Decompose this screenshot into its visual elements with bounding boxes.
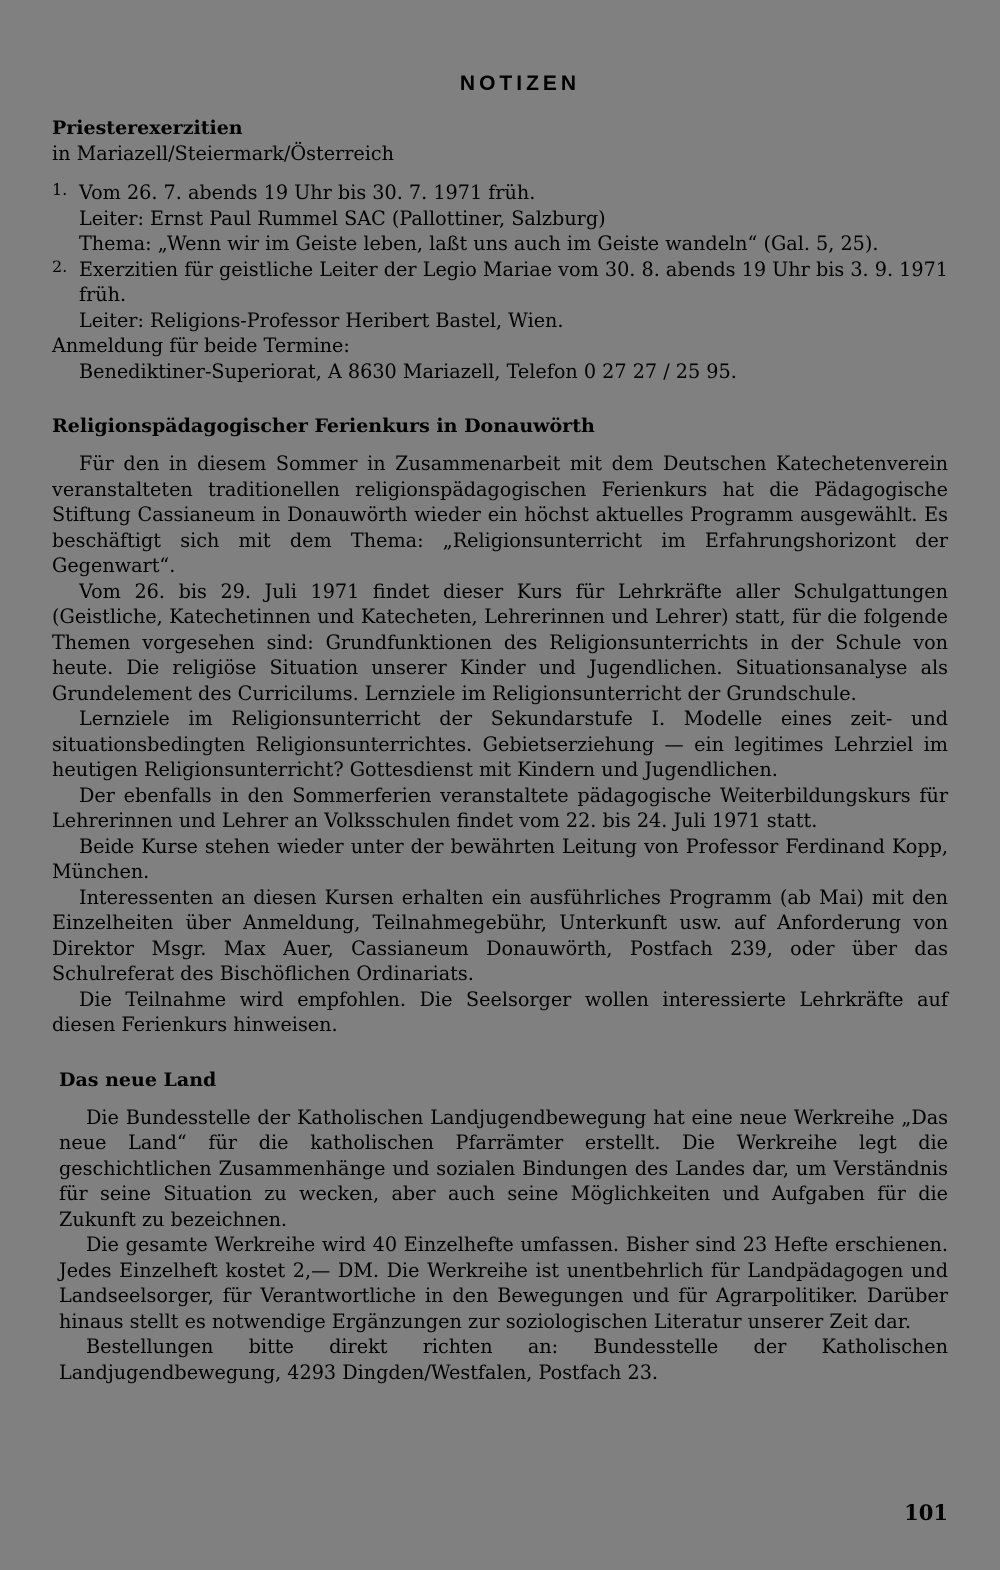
list-item-body: [79, 180, 948, 257]
paragraph: Bestellungen bitte direkt richten an: Bundesstelle der Katholischen Landjugendbewegung, 4293 Dingden/Westfalen, Postfach 23.: [59, 1335, 948, 1384]
paragraph: Beide Kurse stehen wieder unter der bewährten Leitung von Professor Ferdinand Kopp, München.: [52, 834, 948, 883]
paragraph: Der ebenfalls in den Sommerferien veranstaltete pädagogische Weiterbildungskurs für Lehrerinnen und Lehrer an Volksschulen findet vom 22. bis 24. Juli 1971 statt.: [52, 783, 948, 832]
retreat-list: [52, 180, 948, 333]
section-title: Das neue Land: [59, 1068, 217, 1091]
section-subtitle: in Mariazell/Steiermark/Österreich: [52, 142, 394, 165]
section-title: Priesterexerzitien: [52, 117, 243, 139]
list-item-body: [79, 257, 948, 334]
section-title: Religionspädagogischer Ferienkurs in Donauwörth: [52, 415, 595, 437]
item-description: Exerzitien für geistliche Leiter der Legio Mariae vom 30. 8. abends 19 Uhr bis 3. 9. 1971 früh.: [79, 257, 948, 306]
paragraph: Die Teilnahme wird empfohlen. Die Seelsorger wollen interessierte Lehrkräfte auf diesen Ferienkurs hinweisen.: [52, 987, 948, 1036]
paragraph: Lernziele im Religionsunterricht der Sekundarstufe I. Modelle eines zeit- und situationsbedingten Religionsunterrichtes. Gebietserziehung — ein legitimes Lehrziel im heutigen Religionsunterricht? Gottesdienst mit Kindern und Jugendlichen.: [52, 707, 948, 781]
list-item: [52, 257, 948, 334]
item-leader: Leiter: Religions-Professor Heribert Bastel, Wien.: [79, 308, 564, 332]
list-number: 1.: [52, 180, 68, 199]
list-number: 2.: [52, 256, 68, 276]
paragraph: Die Bundesstelle der Katholischen Landjugendbewegung hat eine neue Werkreihe „Das neue Land“ für die katholischen Pfarrämter erstellt. Die Werkreihe legt die geschichtlichen Zusammenhänge und sozialen Bindungen des Landes dar, um Verständnis für seine Situation zu wecken, aber auch seine Möglichkeiten und Aufgaben für die Zukunft zu bezeichnen.: [59, 1105, 948, 1231]
registration-address: Benediktiner-Superiorat, A 8630 Mariazell, Telefon 0 27 27 / 25 95.: [79, 359, 737, 383]
section-priesterexerzitien: [52, 116, 948, 384]
paragraph: Vom 26. bis 29. Juli 1971 findet dieser Kurs für Lehrkräfte aller Schulgattungen (Geistliche, Katechetinnen und Katecheten, Lehrerinnen und Lehrer) statt, für die folgende Themen vorgesehen sind: Grundfunktionen des Religionsunterrichts in der Schule von heute. Die religiöse Situation unserer Kinder und Jugendlichen. Situationsanalyse als Grundelement des Curricilums. Lernziele im Religionsunterricht der Grundschule.: [52, 579, 948, 705]
registration-label: Anmeldung für beide Termine:: [52, 334, 350, 357]
page: [52, 72, 948, 1385]
item-theme: Thema: „Wenn wir im Geiste leben, laßt uns auch im Geiste wandeln“ (Gal. 5, 25).: [79, 232, 879, 255]
paragraph: Für den in diesem Sommer in Zusammenarbeit mit dem Deutschen Katechetenverein veranstalteten traditionellen religionspädagogischen Ferienkurs hat die Pädagogische Stiftung Cassianeum in Donauwörth wieder ein höchst aktuelles Programm ausgewählt. Es beschäftigt sich mit dem Thema: „Religionsunterricht im Erfahrungshorizont der Gegenwart“.: [52, 452, 948, 577]
paragraph: Die gesamte Werkreihe wird 40 Einzelhefte umfassen. Bisher sind 23 Hefte erschienen. Jedes Einzelheft kostet 2,— DM. Die Werkreihe ist unentbehrlich für Landpädagogen und Landseelsorger, für Verantwortliche in den Bewegungen und für Agrarpolitiker. Darüber hinaus stellt es notwendige Ergänzungen zur soziologischen Literatur unserer Zeit dar.: [59, 1233, 948, 1333]
page-number: 101: [904, 1500, 948, 1525]
item-date: Vom 26. 7. abends 19 Uhr bis 30. 7. 1971 früh.: [79, 181, 536, 204]
list-item: [52, 180, 948, 257]
paragraph: Interessenten an diesen Kursen erhalten ein ausführliches Programm (ab Mai) mit den Einzelheiten über Anmeldung, Teilnahmegebühr, Unterkunft usw. auf Anforderung von Direktor Msgr. Max Auer, Cassianeum Donauwörth, Postfach 239, oder über das Schulreferat des Bischöflichen Ordinariats.: [52, 885, 948, 985]
item-leader: Leiter: Ernst Paul Rummel SAC (Pallottiner, Salzburg): [79, 206, 606, 230]
running-header: NOTIZEN: [459, 72, 581, 95]
section-das-neue-land: [52, 1068, 948, 1386]
section-ferienkurs: [52, 414, 948, 1038]
